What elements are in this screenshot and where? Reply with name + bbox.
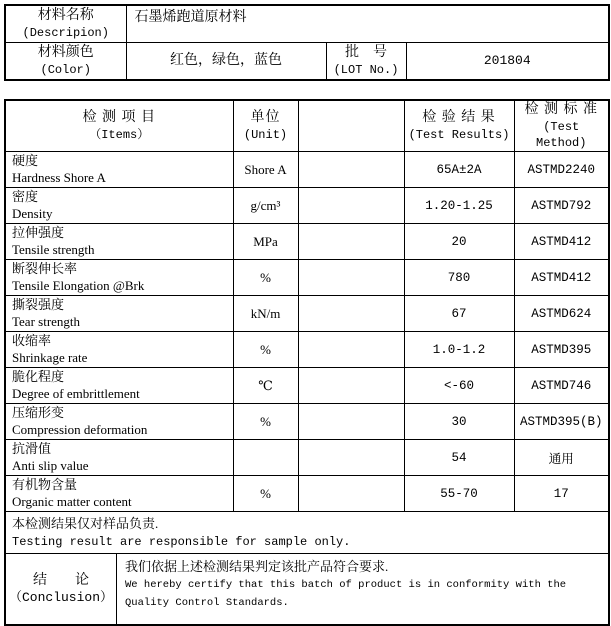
material-color-value: 红色，绿色，蓝色	[170, 53, 282, 68]
unit-header-en: (Unit)	[243, 128, 288, 142]
item-name-en: Tear strength	[12, 314, 81, 329]
item-name-en: Density	[12, 206, 53, 221]
test-row-shrinkage	[5, 332, 609, 368]
item-name-cell	[5, 476, 233, 512]
item-name-en: Shrinkage rate	[12, 350, 88, 365]
material-color-value-cell	[126, 43, 326, 81]
method-cell: ASTMD792	[514, 188, 609, 224]
conclusion-body-cell	[117, 554, 608, 624]
item-name-en: Anti slip value	[12, 458, 89, 473]
blank-cell	[298, 476, 404, 512]
table-header-row	[5, 100, 609, 152]
unit-cell: %	[233, 404, 298, 440]
unit-cell: %	[233, 476, 298, 512]
item-name-cell	[5, 260, 233, 296]
unit-cell: MPa	[233, 224, 298, 260]
blank-cell	[298, 332, 404, 368]
conclusion-layout	[6, 554, 608, 624]
method-header-cell	[514, 100, 609, 152]
unit-cell: ℃	[233, 368, 298, 404]
blank-cell	[298, 404, 404, 440]
item-name-zh: 密度	[12, 189, 39, 204]
item-name-cell	[5, 332, 233, 368]
item-name-zh: 收缩率	[12, 333, 52, 348]
result-cell: 65A±2A	[404, 152, 514, 188]
conclusion-cell	[5, 554, 609, 626]
test-row-hardness	[5, 152, 609, 188]
method-cell: ASTMD2240	[514, 152, 609, 188]
item-name-zh: 抗滑值	[12, 441, 52, 456]
unit-cell	[233, 440, 298, 476]
result-header-en: (Test Results)	[408, 128, 510, 142]
result-cell: 54	[404, 440, 514, 476]
conclusion-label-zh: 结 论	[33, 573, 89, 588]
unit-header-cell	[233, 100, 298, 152]
item-name-zh: 有机物含量	[12, 477, 78, 492]
item-name-cell	[5, 188, 233, 224]
material-color-label-cell	[5, 43, 126, 81]
conclusion-row	[5, 554, 609, 626]
test-row-anti-slip	[5, 440, 609, 476]
blank-cell	[298, 224, 404, 260]
item-name-en: Tensile strength	[12, 242, 95, 257]
blank-cell	[298, 296, 404, 332]
unit-cell: Shore A	[233, 152, 298, 188]
conclusion-statement-zh: 我们依据上述检测结果判定该批产品符合要求.	[125, 559, 389, 574]
lot-number: 201804	[483, 53, 531, 68]
item-name-cell	[5, 368, 233, 404]
lot-label-cell	[326, 43, 406, 81]
item-name-en: Degree of embrittlement	[12, 386, 140, 401]
unit-cell: %	[233, 260, 298, 296]
material-color-row	[5, 43, 609, 81]
result-cell: 30	[404, 404, 514, 440]
result-cell: 67	[404, 296, 514, 332]
test-row-organic-content	[5, 476, 609, 512]
method-cell: ASTMD412	[514, 224, 609, 260]
item-name-zh: 硬度	[12, 153, 39, 168]
item-name-cell	[5, 404, 233, 440]
item-name-cell	[5, 152, 233, 188]
blank-cell	[298, 188, 404, 224]
material-color-label-en: (Color)	[40, 63, 91, 77]
test-row-elongation	[5, 260, 609, 296]
result-header-zh: 检 验 结 果	[422, 110, 496, 125]
result-cell: 780	[404, 260, 514, 296]
blank-cell	[298, 368, 404, 404]
item-name-zh: 拉伸强度	[12, 225, 65, 240]
result-header-cell	[404, 100, 514, 152]
conclusion-label-en: （Conclusion）	[8, 590, 113, 605]
conclusion-statement-en: We hereby certify that this batch of product is in conformity with the Quality Control Standards.	[125, 579, 567, 609]
item-name-en: Compression deformation	[12, 422, 148, 437]
disclaimer-zh: 本检测结果仅对样品负责.	[12, 515, 159, 531]
material-name-value: 石墨烯跑道原材料	[134, 10, 247, 25]
unit-header-zh: 单位	[250, 110, 281, 125]
method-cell: ASTMD395	[514, 332, 609, 368]
material-color-label-zh: 材料颜色	[37, 45, 94, 60]
result-cell: 1.0-1.2	[404, 332, 514, 368]
method-cell: 17	[514, 476, 609, 512]
lot-label-zh: 批 号	[345, 45, 387, 60]
test-row-compression	[5, 404, 609, 440]
test-row-density	[5, 188, 609, 224]
item-name-cell	[5, 296, 233, 332]
items-header-en: （Items）	[89, 128, 150, 142]
result-cell: <-60	[404, 368, 514, 404]
material-name-label-en: (Descripion)	[22, 26, 109, 40]
item-name-zh: 断裂伸长率	[12, 261, 78, 276]
test-row-embrittlement	[5, 368, 609, 404]
method-cell: ASTMD412	[514, 260, 609, 296]
item-name-en: Tensile Elongation @Brk	[12, 278, 145, 293]
item-name-en: Organic matter content	[12, 494, 132, 509]
method-cell: 通用	[514, 440, 609, 476]
item-name-cell	[5, 440, 233, 476]
test-row-tear-strength	[5, 296, 609, 332]
method-header-en: (Test Method)	[536, 120, 587, 150]
result-cell: 1.20-1.25	[404, 188, 514, 224]
material-name-label-cell	[5, 5, 126, 43]
blank-column-header-cell	[298, 100, 404, 152]
result-cell: 55-70	[404, 476, 514, 512]
method-header-zh: 检 测 标 准	[524, 102, 598, 117]
material-name-row	[5, 5, 609, 43]
items-header-cell	[5, 100, 233, 152]
blank-cell	[298, 440, 404, 476]
disclaimer-cell	[5, 512, 609, 554]
item-name-zh: 撕裂强度	[12, 297, 65, 312]
item-name-zh: 脆化程度	[12, 369, 65, 384]
material-name-label-zh: 材料名称	[37, 8, 94, 23]
unit-cell: g/cm³	[233, 188, 298, 224]
item-name-zh: 压缩形变	[12, 405, 65, 420]
lot-value-cell	[406, 43, 609, 81]
item-name-en: Hardness Shore A	[12, 170, 106, 185]
test-results-table	[4, 99, 610, 626]
unit-cell: kN/m	[233, 296, 298, 332]
method-cell: ASTMD395(B)	[514, 404, 609, 440]
blank-cell	[298, 260, 404, 296]
unit-cell: %	[233, 332, 298, 368]
blank-cell	[298, 152, 404, 188]
disclaimer-en: Testing result are responsible for sample only.	[12, 534, 351, 549]
item-name-cell	[5, 224, 233, 260]
method-cell: ASTMD624	[514, 296, 609, 332]
material-name-value-cell	[126, 5, 609, 43]
disclaimer-row	[5, 512, 609, 554]
material-info-table	[4, 4, 610, 81]
test-row-tensile-strength	[5, 224, 609, 260]
result-cell: 20	[404, 224, 514, 260]
lot-label-en: (LOT No.)	[333, 63, 399, 77]
items-header-zh: 检 测 项 目	[82, 110, 156, 125]
method-cell: ASTMD746	[514, 368, 609, 404]
conclusion-label-cell	[6, 554, 117, 624]
